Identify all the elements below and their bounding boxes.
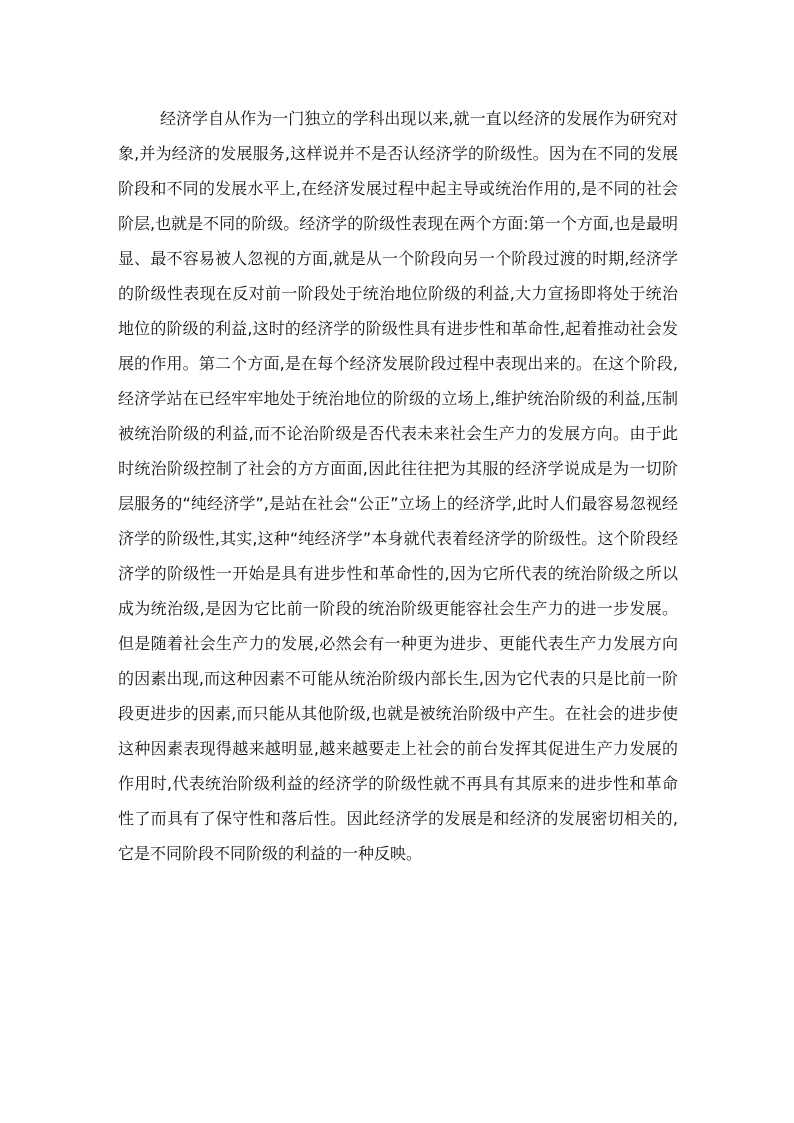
paragraph-line: 的阶级性表现在反对前一阶段处于统治地位阶级的利益,大力宣扬即将处于统治	[118, 284, 678, 303]
paragraph-line: 段更进步的因素,而只能从其他阶级,也就是被统治阶级中产生。在社会的进步使	[118, 704, 678, 723]
paragraph-line: 象,并为经济的发展服务,这样说并不是否认经济学的阶级性。因为在不同的发展	[118, 144, 678, 163]
paragraph-line: 阶层,也就是不同的阶级。经济学的阶级性表现在两个方面:第一个方面,也是最明	[118, 214, 678, 233]
paragraph-line: 被统治阶级的利益,而不论治阶级是否代表未来社会生产力的发展方向。由于此	[118, 424, 678, 443]
paragraph-line: 显、最不容易被人忽视的方面,就是从一个阶段向另一个阶段过渡的时期,经济学	[118, 249, 678, 268]
paragraph-line: 展的作用。第二个方面,是在每个经济发展阶段过程中表现出来的。在这个阶段,	[118, 354, 678, 373]
body-paragraph	[118, 101, 678, 871]
paragraph-line: 成为统治级,是因为它比前一阶段的统治阶级更能容社会生产力的进一步发展。	[118, 599, 678, 618]
paragraph-line: 它是不同阶段不同阶级的利益的一种反映。	[118, 844, 423, 863]
paragraph-line: 地位的阶级的利益,这时的经济学的阶级性具有进步性和革命性,起着推动社会发	[118, 319, 678, 338]
paragraph-line: 经济学自从作为一门独立的学科出现以来,就一直以经济的发展作为研究对	[160, 109, 678, 128]
paragraph-line: 济学的阶级性,其实,这种“纯经济学”本身就代表着经济学的阶级性。这个阶段经	[118, 529, 678, 548]
paragraph-line: 作用时,代表统治阶级利益的经济学的阶级性就不再具有其原来的进步性和革命	[118, 774, 678, 793]
paragraph-line: 的因素出现,而这种因素不可能从统治阶级内部长生,因为它代表的只是比前一阶	[118, 669, 678, 688]
paragraph-line: 性了而具有了保守性和落后性。因此经济学的发展是和经济的发展密切相关的,	[118, 809, 678, 828]
paragraph-line: 层服务的“纯经济学”,是站在社会“公正”立场上的经济学,此时人们最容易忽视经	[118, 494, 678, 513]
paragraph-line: 时统治阶级控制了社会的方方面面,因此往往把为其服的经济学说成是为一切阶	[118, 459, 678, 478]
paragraph-line: 济学的阶级性一开始是具有进步性和革命性的,因为它所代表的统治阶级之所以	[118, 564, 678, 583]
paragraph-line: 但是随着社会生产力的发展,必然会有一种更为进步、更能代表生产力发展方向	[118, 634, 678, 653]
paragraph-line: 经济学站在已经牢牢地处于统治地位的阶级的立场上,维护统治阶级的利益,压制	[118, 389, 678, 408]
paragraph-line: 这种因素表现得越来越明显,越来越要走上社会的前台发挥其促进生产力发展的	[118, 739, 678, 758]
paragraph-line: 阶段和不同的发展水平上,在经济发展过程中起主导或统治作用的,是不同的社会	[118, 179, 678, 198]
